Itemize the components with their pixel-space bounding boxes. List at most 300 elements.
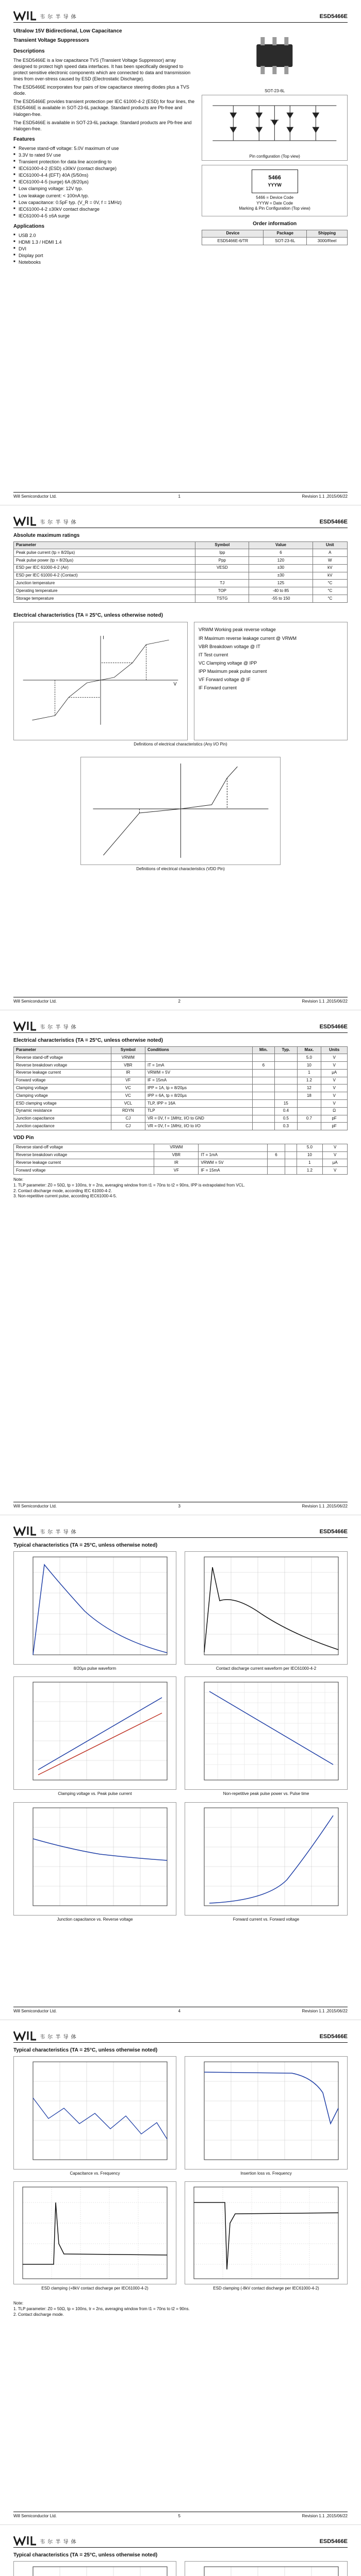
iv-legend-box xyxy=(194,622,348,740)
table-cell: Junction capacitance xyxy=(14,1123,111,1130)
will-logo-icon xyxy=(13,2535,37,2546)
insertion-loss-graphic xyxy=(185,2057,347,2169)
feature-item: ■ IEC61000-4-2 (ESD) ±30kV (contact discharge) xyxy=(13,165,195,172)
table-cell: VR = 0V, f = 1MHz, I/O to I/O xyxy=(145,1123,252,1130)
table-cell: IT = 1mA xyxy=(199,1151,268,1159)
table-cell: ESD per IEC 61000-4-2 (Air) xyxy=(14,564,195,572)
legend-item: IR Maximum reverse leakage current @ VRWM xyxy=(199,635,297,641)
footer-page-number: 5 xyxy=(178,2514,180,2519)
feature-item: ■ IEC61000-4-5 ±6A surge xyxy=(13,213,195,219)
table-cell: IPP = 6A, tp = 8/20μs xyxy=(145,1092,252,1100)
doc-title-line1: Ultralow 15V Bidirectional, Low Capacitance xyxy=(13,28,122,34)
esd-clamping-negative-scope xyxy=(185,2181,348,2284)
clamping-voltage-graphic xyxy=(14,1677,176,1789)
note-line: 2. Contact discharge mode, according IEC 61000-4-2. xyxy=(13,1188,112,1193)
table-cell: TLP xyxy=(145,1107,252,1115)
note-line: 2. Contact discharge mode. xyxy=(13,2312,64,2317)
table-cell: 3000/Reel xyxy=(307,238,348,245)
table-cell: VBR xyxy=(154,1151,199,1159)
order-info-table xyxy=(202,230,348,246)
feature-item: ■ Low clamping voltage: 12V typ. xyxy=(13,185,195,192)
table-cell: kV xyxy=(313,572,347,580)
logo-chinese-text: 韦 尔 半 导 体 xyxy=(40,519,77,526)
order-info-heading: Order information xyxy=(253,221,297,227)
table-row xyxy=(14,1115,348,1123)
table-cell: IF = 15mA xyxy=(199,1167,268,1175)
features-list xyxy=(13,145,195,219)
table-cell: Peak pulse power (tp = 8/20μs) xyxy=(14,557,195,565)
peak-pulse-power-plot xyxy=(185,1676,348,1790)
logo-chinese-text: 韦 尔 半 导 体 xyxy=(40,2539,77,2545)
table-row xyxy=(14,1092,348,1100)
page-footer xyxy=(13,2007,348,2014)
table-cell xyxy=(285,1159,297,1167)
table-cell: VRWM = 5V xyxy=(145,1069,252,1077)
iv-vdd-figure-caption: Definitions of electrical characteristics (VDD Pin) xyxy=(136,867,225,872)
marking-date-code: YYYW xyxy=(268,182,282,188)
table-cell: ±30 xyxy=(249,572,313,580)
table-cell xyxy=(297,1107,321,1115)
table-row xyxy=(14,549,348,557)
table-cell: V xyxy=(321,1084,348,1092)
table-cell xyxy=(252,1100,275,1108)
company-logo xyxy=(13,1526,77,1536)
tlp-gnd-io-graphic xyxy=(185,2562,347,2576)
footer-company: Will Semiconductor Ltd. xyxy=(13,494,57,499)
table-cell: RDYN xyxy=(111,1107,145,1115)
table-cell: μA xyxy=(321,1069,348,1077)
table-row xyxy=(14,1062,348,1070)
abs-max-table xyxy=(13,541,348,603)
note-line: Note: xyxy=(13,1177,24,1182)
table-cell: Clamping voltage xyxy=(14,1084,111,1092)
application-item: ■ Notebooks xyxy=(13,259,195,265)
table-cell: pF xyxy=(321,1123,348,1130)
electrical-char-heading: Electrical characteristics (TA = 25°C, unless otherwise noted) xyxy=(13,612,163,618)
figure-caption: Contact discharge current waveform per IEC61000-4-2 xyxy=(216,1666,317,1671)
table-header-cell: Shipping xyxy=(307,230,348,238)
forward-current-graphic xyxy=(185,1803,347,1915)
table-cell: Dynamic resistance xyxy=(14,1107,111,1115)
note-line: 1. TLP parameter: Z0 = 50Ω, tp = 100ns, tr = 2ns, averaging window from t1 = 70ns to t2 = 90ns, IPP is extrapolated from VCL. xyxy=(13,1182,245,1188)
typical-char-heading: Typical characteristics (TA = 25°C, unless otherwise noted) xyxy=(13,1543,158,1548)
table-cell: Forward voltage xyxy=(14,1077,111,1084)
table-cell: IR xyxy=(154,1159,199,1167)
table-row xyxy=(14,1069,348,1077)
note-line: 1. TLP parameter: Z0 = 50Ω, tp = 100ns, tr = 2ns, averaging window from t1 = 70ns to t2 = 90ns. xyxy=(13,2306,190,2311)
applications-list xyxy=(13,232,195,266)
peak-pulse-power-graphic xyxy=(185,1677,347,1789)
legend-item: VF Forward voltage @ IF xyxy=(199,677,251,683)
table-cell: 18 xyxy=(297,1092,321,1100)
tlp-gnd-io-plot xyxy=(185,2561,348,2576)
table-row xyxy=(14,564,348,572)
logo-chinese-text: 韦 尔 半 导 体 xyxy=(40,14,77,20)
applications-heading: Applications xyxy=(13,224,45,230)
table-cell xyxy=(285,1151,297,1159)
table-cell: TOP xyxy=(195,587,249,595)
pulse-waveform-plot xyxy=(13,1551,176,1665)
legend-item: VC Clamping voltage @ IPP xyxy=(199,660,257,666)
datasheet-page-1 xyxy=(0,0,361,505)
electrical-char-table xyxy=(13,1046,348,1131)
table-cell: V xyxy=(321,1062,348,1070)
datasheet-page-5 xyxy=(0,2020,361,2524)
table-cell xyxy=(268,1159,285,1167)
table-row xyxy=(14,1054,348,1062)
vdd-pin-table xyxy=(13,1144,348,1175)
figure-cell xyxy=(13,1676,176,1797)
table-header-cell: Parameter xyxy=(14,1046,111,1054)
table-cell: Peak pulse current (tp = 8/20μs) xyxy=(14,549,195,557)
table-cell: 12 xyxy=(297,1084,321,1092)
table-cell xyxy=(252,1084,275,1092)
table-cell xyxy=(252,1069,275,1077)
table-cell: V xyxy=(321,1100,348,1108)
page-header xyxy=(13,1524,348,1538)
figure-cell xyxy=(13,2561,176,2576)
electrical-char-heading: Electrical characteristics (TA = 25°C, unless otherwise noted) xyxy=(13,1038,163,1043)
table-cell: 1.2 xyxy=(297,1167,323,1175)
table-cell: kV xyxy=(313,564,347,572)
company-logo xyxy=(13,10,77,21)
capacitance-frequency-graphic xyxy=(14,2057,176,2169)
table-header-cell: Device xyxy=(202,230,264,238)
table-cell: Reverse breakdown voltage xyxy=(14,1062,111,1070)
table-cell: 1 xyxy=(297,1159,323,1167)
figure-cell xyxy=(185,2181,348,2292)
figure-cell xyxy=(13,1551,176,1672)
table-cell: 6 xyxy=(268,1151,285,1159)
company-logo xyxy=(13,2535,77,2546)
table-cell: ESD5466E-6/TR xyxy=(202,238,264,245)
table-cell: V xyxy=(321,1077,348,1084)
page-footer xyxy=(13,997,348,1005)
table-cell: VC xyxy=(111,1092,145,1100)
table-cell: °C xyxy=(313,580,347,587)
marking-caption: 5466 = Device Code xyxy=(256,195,294,200)
part-number: ESD5466E xyxy=(319,1024,348,1030)
package-label: SOT-23-6L xyxy=(265,89,285,94)
table-cell: VCL xyxy=(111,1100,145,1108)
table-row xyxy=(14,1144,348,1151)
will-logo-icon xyxy=(13,1526,37,1536)
table-cell xyxy=(275,1054,297,1062)
note-line: Note: xyxy=(13,2301,24,2306)
feature-item: ■ IEC61000-4-5 (surge) 6A (8/20μs) xyxy=(13,179,195,185)
table-cell xyxy=(275,1062,297,1070)
logo-chinese-text: 韦 尔 半 导 体 xyxy=(40,1024,77,1030)
table-header-cell: Units xyxy=(321,1046,348,1054)
table-cell: Clamping voltage xyxy=(14,1092,111,1100)
company-logo xyxy=(13,1021,77,1031)
table-cell: Ω xyxy=(321,1107,348,1115)
page-footer xyxy=(13,1502,348,1510)
table-cell xyxy=(275,1077,297,1084)
package-image xyxy=(202,29,348,94)
footer-revision: Revision 1.1 ,2015/06/22 xyxy=(302,2009,348,2014)
esd-clamping-positive-graphic xyxy=(14,2182,176,2284)
figure-cell xyxy=(185,1676,348,1797)
table-cell xyxy=(195,572,249,580)
figure-caption: Capacitance vs. Frequency xyxy=(70,2171,120,2176)
table-cell: 0.4 xyxy=(275,1107,297,1115)
table-cell: V xyxy=(321,1054,348,1062)
table-row xyxy=(14,1123,348,1130)
table-row xyxy=(14,1077,348,1084)
table-cell: VBR xyxy=(111,1062,145,1070)
application-item: ■ Display port xyxy=(13,252,195,259)
table-cell: IF = 15mA xyxy=(145,1077,252,1084)
table-cell: ESD clamping voltage xyxy=(14,1100,111,1108)
table-cell xyxy=(252,1115,275,1123)
capacitance-vs-frequency-plot xyxy=(13,2056,176,2170)
footer-company: Will Semiconductor Ltd. xyxy=(13,999,57,1004)
footer-revision: Revision 1.1 ,2015/06/22 xyxy=(302,2514,348,2519)
esd-clamping-negative-graphic xyxy=(185,2182,347,2284)
table-row xyxy=(14,1151,348,1159)
table-header-cell: Max. xyxy=(297,1046,321,1054)
table-cell: °C xyxy=(313,595,347,603)
table-cell: 5.0 xyxy=(297,1054,321,1062)
table-row xyxy=(14,1084,348,1092)
table-cell: Junction capacitance xyxy=(14,1115,111,1123)
feature-item: ■ Transient protection for data line according to xyxy=(13,159,195,165)
part-number: ESD5466E xyxy=(319,13,348,20)
table-cell: Reverse stand-off voltage xyxy=(14,1144,154,1151)
table-cell: TJ xyxy=(195,580,249,587)
footer-page-number: 3 xyxy=(178,1504,180,1509)
table-cell xyxy=(252,1054,275,1062)
table-cell: TSTG xyxy=(195,595,249,603)
table-header-cell: Parameter xyxy=(14,541,195,549)
table-cell: IR xyxy=(111,1069,145,1077)
footer-page-number: 1 xyxy=(178,494,180,499)
table-cell: V xyxy=(323,1151,348,1159)
table-cell: 0.5 xyxy=(275,1115,297,1123)
company-logo xyxy=(13,516,77,526)
table-cell: VRWM xyxy=(111,1054,145,1062)
table-cell: pF xyxy=(321,1115,348,1123)
table-cell: CJ xyxy=(111,1115,145,1123)
table-cell xyxy=(275,1069,297,1077)
table-cell: -40 to 85 xyxy=(249,587,313,595)
application-item: ■ HDMI 1.3 / HDMI 1.4 xyxy=(13,239,195,245)
page-header xyxy=(13,515,348,528)
legend-item: VRWM Working peak reverse voltage xyxy=(199,627,276,633)
footer-company: Will Semiconductor Ltd. xyxy=(13,2009,57,2014)
figure-caption: Clamping voltage vs. Peak pulse current xyxy=(58,1791,132,1797)
table-row xyxy=(14,587,348,595)
table-header-cell: Package xyxy=(264,230,307,238)
part-number: ESD5466E xyxy=(319,2538,348,2545)
table-cell: VRWM xyxy=(154,1144,199,1151)
axis-v-label: V xyxy=(173,682,177,687)
iv-characteristic-diagram xyxy=(13,622,188,740)
iv-curve-vdd-graphic xyxy=(81,757,281,863)
table-header-cell: Symbol xyxy=(195,541,249,549)
table-cell: Reverse leakage current xyxy=(14,1069,111,1077)
table-cell: VR = 0V, f = 1MHz, I/O to GND xyxy=(145,1115,252,1123)
footer-company: Will Semiconductor Ltd. xyxy=(13,1504,57,1509)
table-cell: Reverse stand-off voltage xyxy=(14,1054,111,1062)
tlp-io-gnd-graphic xyxy=(14,2562,176,2576)
table-cell: 0.7 xyxy=(297,1115,321,1123)
table-cell xyxy=(275,1084,297,1092)
table-cell: Ipp xyxy=(195,549,249,557)
feature-item: ■ IEC61000-4-4 (EFT) 40A (5/50ns) xyxy=(13,172,195,178)
descriptions-heading: Descriptions xyxy=(13,48,45,54)
feature-item: ■ Reverse stand-off voltage: 5.0V maximum of use xyxy=(13,145,195,151)
table-header-cell: Unit xyxy=(313,541,347,549)
table-cell xyxy=(285,1167,297,1175)
table-cell: V xyxy=(323,1144,348,1151)
chip-marking-box xyxy=(252,170,298,193)
feature-item: ■ IEC61000-4-2 ±30kV contact discharge xyxy=(13,206,195,212)
table-cell xyxy=(275,1092,297,1100)
will-logo-icon xyxy=(13,10,37,21)
table-cell xyxy=(145,1054,252,1062)
page-footer xyxy=(13,2512,348,2519)
will-logo-icon xyxy=(13,2030,37,2041)
table-row xyxy=(14,1159,348,1167)
table-cell: 5.0 xyxy=(297,1144,323,1151)
legend-item: IF Forward current xyxy=(199,685,237,691)
table-cell: VF xyxy=(111,1077,145,1084)
table-cell xyxy=(199,1144,268,1151)
typical-char-heading: Typical characteristics (TA = 25°C, unless otherwise noted) xyxy=(13,2047,158,2053)
datasheet-page-4 xyxy=(0,1515,361,2020)
legend-item: VBR Breakdown voltage @ IT xyxy=(199,643,260,649)
table-cell xyxy=(285,1144,297,1151)
table-cell: VF xyxy=(154,1167,199,1175)
marking-code: 5466 xyxy=(268,175,281,181)
figure-cell xyxy=(13,2181,176,2292)
table-cell: °C xyxy=(313,587,347,595)
table-cell: IPP = 1A, tp = 8/20μs xyxy=(145,1084,252,1092)
table-cell: CJ xyxy=(111,1123,145,1130)
table-cell: ±30 xyxy=(249,564,313,572)
esd-waveform-plot xyxy=(185,1551,348,1665)
table-cell: V xyxy=(321,1092,348,1100)
figure-caption: Junction capacitance vs. Reverse voltage xyxy=(57,1917,133,1922)
page-header xyxy=(13,2534,348,2548)
application-item: ■ DVI xyxy=(13,246,195,252)
description-paragraph: The ESD5466E is available in SOT-23-6L package. Standard products are Pb-free and Halogen-free. xyxy=(13,120,192,131)
table-cell: 6 xyxy=(249,549,313,557)
esd-waveform-graphic xyxy=(185,1552,347,1664)
page-footer xyxy=(13,492,348,500)
table-cell: Reverse leakage current xyxy=(14,1159,154,1167)
logo-chinese-text: 韦 尔 半 导 体 xyxy=(40,1529,77,1535)
feature-item: ■ Low leakage current: < 100nA typ. xyxy=(13,193,195,199)
iv-characteristic-vdd-diagram xyxy=(80,757,281,865)
footer-page-number: 2 xyxy=(178,999,180,1004)
table-cell: -55 to 150 xyxy=(249,595,313,603)
will-logo-icon xyxy=(13,1021,37,1031)
table-cell: A xyxy=(313,549,347,557)
iv-curve-graphic xyxy=(14,622,187,738)
figure-cell xyxy=(185,2056,348,2177)
table-cell: Junction temperature xyxy=(14,580,195,587)
figure-caption: ESD clamping (-8kV contact discharge per IEC61000-4-2) xyxy=(213,2286,319,2291)
pulse-waveform-graphic xyxy=(14,1552,176,1664)
axis-i-label: I xyxy=(103,635,104,640)
datasheet-page-3 xyxy=(0,1010,361,1515)
table-row xyxy=(14,1107,348,1115)
table-cell xyxy=(297,1100,321,1108)
marking-caption: Marking & Pin Configuration (Top view) xyxy=(239,206,310,211)
forward-current-plot xyxy=(185,1802,348,1916)
capacitance-voltage-graphic xyxy=(14,1803,176,1915)
tlp-io-gnd-plot xyxy=(13,2561,176,2576)
table-header-cell: Conditions xyxy=(145,1046,252,1054)
figure-caption: Non-repetitive peak pulse power vs. Pulse time xyxy=(223,1791,309,1797)
table-header-cell: Symbol xyxy=(111,1046,145,1054)
table-header-row xyxy=(14,541,348,549)
description-paragraph: The ESD5466E provides transient protection per IEC 61000-4-2 (ESD) for four lines, the ESD5466E is available in SOT-23-6L package. Standard products are Pb-free and Halogen-free. xyxy=(13,99,195,117)
table-cell: IT = 1mA xyxy=(145,1062,252,1070)
footer-revision: Revision 1.1 ,2015/06/22 xyxy=(302,999,348,1004)
marking-caption: YYYW = Date Code xyxy=(256,200,293,206)
description-paragraph: The ESD5466E is a low capacitance TVS (Transient Voltage Suppressor) array designed to protect high speed data interfaces. It has been specifically designed to protect sensitive electronic components which are connected to data and transmission lines from over-stress caused by ESD (Electrostatic Discharge). xyxy=(13,57,191,81)
figure-caption: ESD clamping (+8kV contact discharge per IEC61000-4-2) xyxy=(41,2286,149,2291)
capacitance-vs-voltage-plot xyxy=(13,1802,176,1916)
marking-diagram xyxy=(202,165,348,216)
table-cell: 120 xyxy=(249,557,313,565)
table-row xyxy=(14,572,348,580)
table-cell: SOT-23-6L xyxy=(264,238,307,245)
table-header-cell: Value xyxy=(249,541,313,549)
figure-caption: Forward current vs. Forward voltage xyxy=(233,1917,300,1922)
table-cell: Operating temperature xyxy=(14,587,195,595)
table-header-cell: Typ. xyxy=(275,1046,297,1054)
abs-max-heading: Absolute maximum ratings xyxy=(13,533,80,538)
notes-block xyxy=(13,1177,348,1199)
esd-clamping-positive-scope xyxy=(13,2181,176,2284)
table-cell xyxy=(252,1077,275,1084)
table-cell: TLP, IPP = 16A xyxy=(145,1100,252,1108)
iv-figure-caption: Definitions of electrical characteristics (Any I/O Pin) xyxy=(134,742,227,747)
table-cell: 1 xyxy=(297,1069,321,1077)
figure-cell xyxy=(185,2561,348,2576)
clamping-voltage-plot xyxy=(13,1676,176,1790)
pin-circuit-schematic xyxy=(202,95,347,151)
table-cell: 0.3 xyxy=(275,1123,297,1130)
footer-page-number: 4 xyxy=(178,2009,180,2014)
table-row xyxy=(202,238,348,245)
table-cell xyxy=(252,1092,275,1100)
table-cell: VESD xyxy=(195,564,249,572)
note-line: 3. Non-repetitive current pulse, according IEC61000-4-5. xyxy=(13,1194,117,1199)
table-cell: 125 xyxy=(249,580,313,587)
table-cell xyxy=(268,1167,285,1175)
typical-char-heading: Typical characteristics (TA = 25°C, unless otherwise noted) xyxy=(13,2552,158,2558)
table-header-row xyxy=(14,1046,348,1054)
table-cell xyxy=(252,1107,275,1115)
table-cell: 10 xyxy=(297,1062,321,1070)
table-row xyxy=(14,1100,348,1108)
table-cell: 6 xyxy=(252,1062,275,1070)
notes-block xyxy=(13,2301,348,2317)
legend-item: IPP Maximum peak pulse current xyxy=(199,669,267,674)
table-cell: Forward voltage xyxy=(14,1167,154,1175)
table-cell xyxy=(268,1144,285,1151)
table-cell: VC xyxy=(111,1084,145,1092)
features-heading: Features xyxy=(13,137,35,143)
part-number: ESD5466E xyxy=(319,1529,348,1535)
table-cell: Reverse breakdown voltage xyxy=(14,1151,154,1159)
